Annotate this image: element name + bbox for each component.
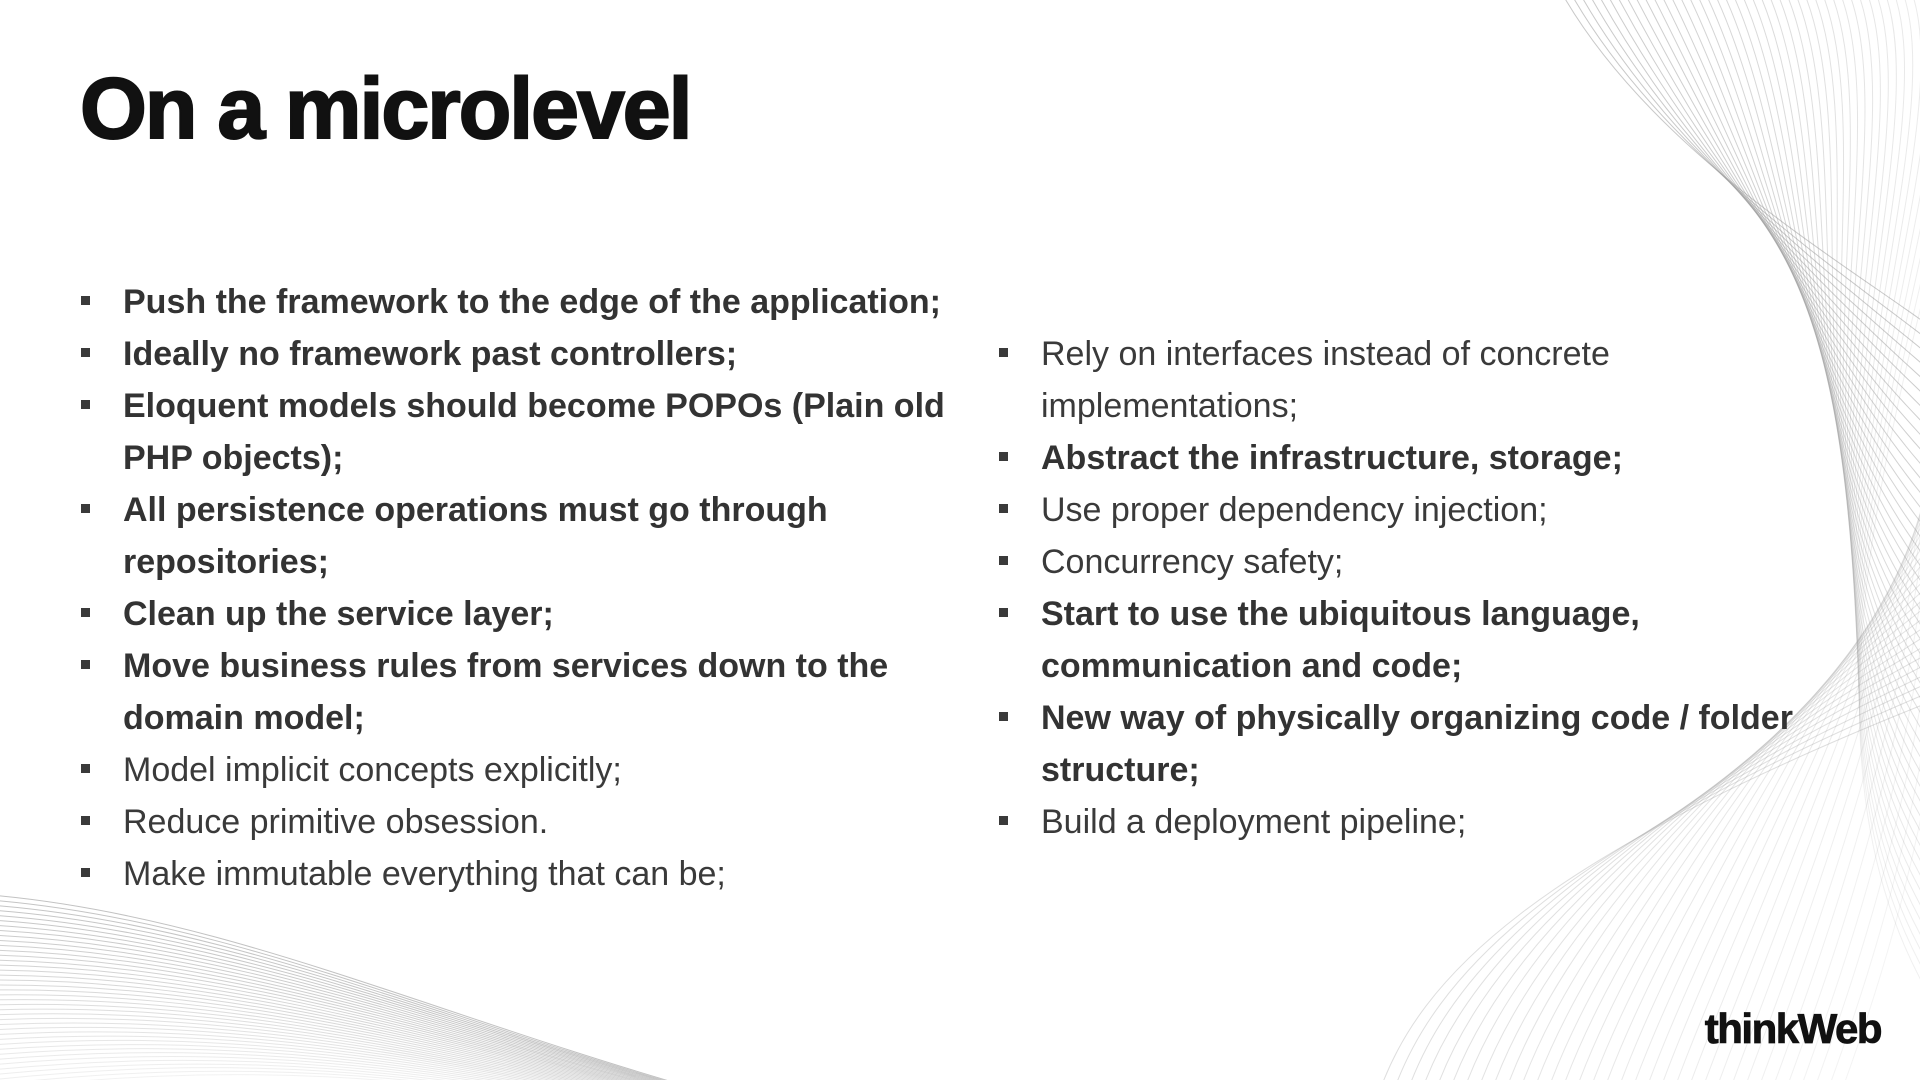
list-item-text: All persistence operations must go through repositories; (123, 491, 828, 581)
square-bullet-icon (81, 868, 90, 877)
list-item (998, 328, 1828, 432)
list-item-text: Abstract the infrastructure, storage; (1041, 439, 1623, 477)
list-item (80, 848, 960, 900)
list-item-text: New way of physically organizing code / folder structure; (1041, 699, 1793, 789)
square-bullet-icon (999, 348, 1008, 357)
list-item-text: Clean up the service layer; (123, 595, 554, 633)
square-bullet-icon (999, 712, 1008, 721)
list-item-text: Move business rules from services down to the domain model; (123, 647, 889, 737)
right-bullet-list (998, 328, 1828, 848)
list-item (998, 432, 1828, 484)
list-item (998, 484, 1828, 536)
list-item (80, 640, 960, 744)
square-bullet-icon (81, 764, 90, 773)
list-item (80, 744, 960, 796)
list-item-text: Make immutable everything that can be; (123, 855, 726, 893)
list-item (80, 328, 960, 380)
list-item-text: Reduce primitive obsession. (123, 803, 549, 841)
square-bullet-icon (999, 452, 1008, 461)
list-item (80, 588, 960, 640)
list-item-text: Push the framework to the edge of the application; (123, 283, 941, 321)
square-bullet-icon (81, 660, 90, 669)
list-item-text: Start to use the ubiquitous language, communication and code; (1041, 595, 1640, 685)
square-bullet-icon (999, 608, 1008, 617)
square-bullet-icon (999, 816, 1008, 825)
square-bullet-icon (81, 348, 90, 357)
list-item-text: Eloquent models should become POPOs (Plain old PHP objects); (123, 387, 945, 477)
list-item (998, 692, 1828, 796)
list-item-text: Model implicit concepts explicitly; (123, 751, 622, 789)
list-item-text: Ideally no framework past controllers; (123, 335, 738, 373)
square-bullet-icon (81, 296, 90, 305)
square-bullet-icon (999, 556, 1008, 565)
thinkweb-logo: thinkWeb (1704, 1005, 1881, 1052)
slide-title: On a microlevel (80, 61, 691, 157)
square-bullet-icon (81, 400, 90, 409)
list-item (998, 796, 1828, 848)
list-item-text: Build a deployment pipeline; (1041, 803, 1467, 841)
list-item (80, 484, 960, 588)
list-item (998, 536, 1828, 588)
square-bullet-icon (999, 504, 1008, 513)
list-item-text: Use proper dependency injection; (1041, 491, 1548, 529)
list-item-text: Rely on interfaces instead of concrete implementations; (1041, 335, 1610, 425)
list-item (80, 796, 960, 848)
square-bullet-icon (81, 816, 90, 825)
list-item (80, 276, 960, 328)
list-item (998, 588, 1828, 692)
list-item-text: Concurrency safety; (1041, 543, 1344, 581)
square-bullet-icon (81, 504, 90, 513)
left-bullet-list (80, 276, 960, 900)
square-bullet-icon (81, 608, 90, 617)
list-item (80, 380, 960, 484)
